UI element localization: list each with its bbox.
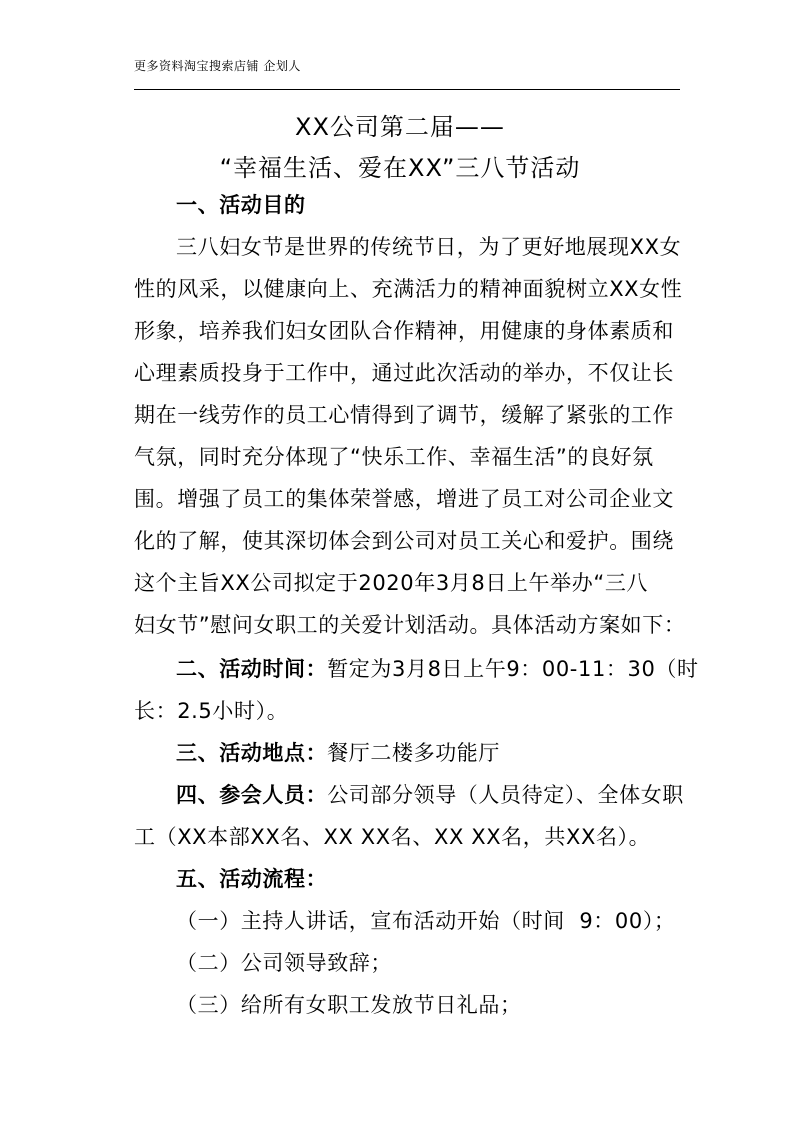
section1-heading: 一、活动目的 xyxy=(176,193,306,217)
section2-text-continued: 长：2.5小时）。 xyxy=(134,699,289,723)
paragraph-line: 形象，培养我们妇女团队合作精神，用健康的身体素质和 xyxy=(134,319,674,343)
document-title-line2: “幸福生活、爱在XX”三八节活动 xyxy=(219,154,581,182)
process-step: （二）公司领导致辞； xyxy=(176,951,392,975)
section4-text-continued: 工（XX本部XX名、XX XX名、XX XX名，共XX名）。 xyxy=(134,825,651,849)
paragraph-line: 妇女节”慰问女职工的关爱计划活动。具体活动方案如下： xyxy=(134,613,686,637)
section2-line xyxy=(176,653,699,683)
section2-label: 二、活动时间： xyxy=(176,657,328,681)
process-step: （一）主持人讲话，宣布活动开始（时间 9：00）； xyxy=(176,909,676,933)
paragraph-line: 期在一线劳作的员工心情得到了调节，缓解了紧张的工作 xyxy=(134,403,674,427)
section3-label: 三、活动地点： xyxy=(176,741,328,765)
paragraph-line: 性的风采，以健康向上、充满活力的精神面貌树立XX女性 xyxy=(134,277,683,301)
header-rule xyxy=(134,89,680,90)
document-title-line1: XX公司第二届—— xyxy=(295,113,505,141)
section2-text: 暂定为3月8日上午9：00-11：30（时 xyxy=(327,657,699,681)
process-step: （三）给所有女职工发放节日礼品； xyxy=(176,993,522,1017)
section5-heading: 五、活动流程： xyxy=(176,867,328,891)
paragraph-line: 心理素质投身于工作中，通过此次活动的举办，不仅让长 xyxy=(134,361,674,385)
paragraph-line: 这个主旨XX公司拟定于2020年3月8日上午举办“三八 xyxy=(134,571,649,595)
section4-label: 四、参会人员： xyxy=(176,783,328,807)
section3-line xyxy=(176,737,500,767)
paragraph-line: 围。增强了员工的集体荣誉感，增进了员工对公司企业文 xyxy=(134,487,674,511)
paragraph-line: 化的了解，使其深切体会到公司对员工关心和爱护。围绕 xyxy=(134,529,674,553)
paragraph-line: 三八妇女节是世界的传统节日，为了更好地展现XX女 xyxy=(176,235,682,259)
section4-text: 公司部分领导（人员待定）、全体女职 xyxy=(327,783,684,807)
section3-text: 餐厅二楼多功能厅 xyxy=(327,741,501,765)
paragraph-line: 气氛，同时充分体现了“快乐工作、幸福生活”的良好氛 xyxy=(134,445,654,469)
header-note: 更多资料淘宝搜索店铺 企划人 xyxy=(134,59,301,73)
section4-line xyxy=(176,779,684,809)
